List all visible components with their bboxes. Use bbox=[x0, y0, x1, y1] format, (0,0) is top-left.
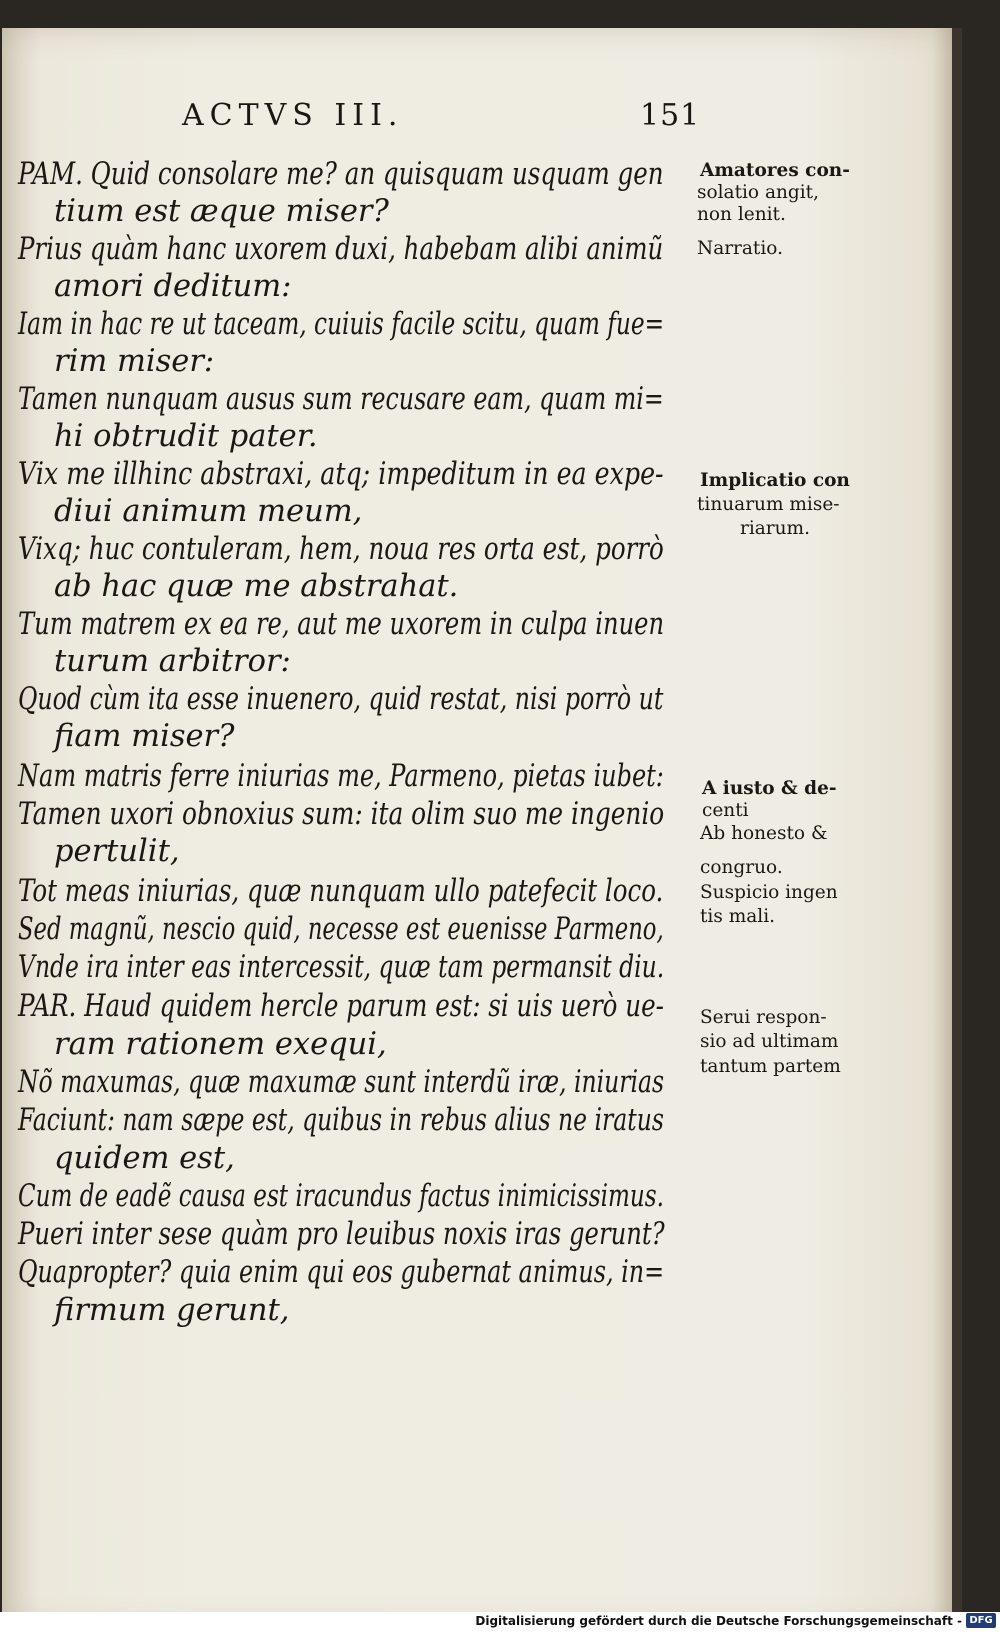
page-edge bbox=[952, 28, 962, 1628]
text-line: hi obtrudit pater. bbox=[54, 419, 318, 454]
text-line: Faciunt: nam sæpe est, quibus in rebus alius ne iratus bbox=[18, 1103, 664, 1138]
margin-note: non lenit. bbox=[697, 204, 786, 225]
text-line: Tamen uxori obnoxius sum: ita olim suo me ingenio bbox=[18, 797, 665, 832]
running-head: ACTVS III. bbox=[182, 98, 404, 133]
text-line: Cum de eadẽ causa est iracundus factus inimicissimus. bbox=[18, 1179, 664, 1214]
text-line: Prius quàm hanc uxorem duxi, habebam alibi animũ bbox=[18, 232, 664, 267]
text-line: Tot meas iniurias, quæ nunquam ullo patefecit loco. bbox=[18, 874, 664, 909]
margin-note: riarum. bbox=[740, 518, 810, 539]
margin-note: tis mali. bbox=[700, 906, 776, 927]
text-line: Quod cùm ita esse inuenero, quid restat, nisi porrò ut bbox=[18, 682, 664, 717]
text-line: tium est æque miser? bbox=[54, 194, 389, 229]
text-line: ram rationem exequi, bbox=[54, 1027, 387, 1062]
margin-note: Serui respon- bbox=[700, 1007, 827, 1028]
text-line: quidem est, bbox=[54, 1141, 235, 1176]
margin-note: tantum partem bbox=[700, 1056, 841, 1077]
text-line: PAM. Quid consolare me? an quisquam usquam gen bbox=[18, 157, 664, 192]
margin-note: Narratio. bbox=[697, 238, 783, 259]
text-line: ab hac quæ me abstrahat. bbox=[54, 569, 459, 604]
margin-note: Implicatio con bbox=[700, 470, 850, 491]
folio-number: 151 bbox=[640, 98, 701, 133]
text-line: fiam miser? bbox=[54, 719, 235, 754]
footer-credit: Digitalisierung gefördert durch die Deutsche Forschungsgemeinschaft - bbox=[475, 1614, 962, 1628]
text-line: Nõ maxumas, quæ maxumæ sunt interdũ iræ, iniurias bbox=[18, 1065, 665, 1100]
margin-note: A iusto & de- bbox=[702, 778, 837, 799]
text-line: diui animum meum, bbox=[54, 494, 363, 529]
text-line: Tamen nunquam ausus sum recusare eam, quam mi= bbox=[18, 382, 664, 417]
text-line: PAR. Haud quidem hercle parum est: si uis uerò ue- bbox=[18, 989, 664, 1024]
margin-note: Amatores con- bbox=[700, 160, 850, 181]
text-line: Pueri inter sese quàm pro leuibus noxis iras gerunt? bbox=[18, 1217, 665, 1252]
text-line: Vixq; huc contuleram, hem, noua res orta est, porrò bbox=[18, 532, 664, 567]
margin-note: Suspicio ingen bbox=[700, 882, 838, 903]
margin-note: tinuarum mise- bbox=[697, 494, 840, 515]
text-line: Sed magnũ, nescio quid, necesse est euenisse Parmeno, bbox=[18, 912, 664, 947]
text-line: Iam in hac re ut taceam, cuiuis facile scitu, quam fue= bbox=[18, 307, 665, 342]
text-line: Tum matrem ex ea re, aut me uxorem in culpa inuen bbox=[18, 607, 665, 642]
margin-note: sio ad ultimam bbox=[700, 1031, 839, 1052]
text-line: turum arbitror: bbox=[54, 644, 291, 679]
text-line: firmum gerunt, bbox=[54, 1293, 290, 1328]
text-line: Vnde ira inter eas intercessit, quæ tam permansit diu. bbox=[18, 950, 665, 985]
text-line: pertulit, bbox=[54, 834, 180, 869]
text-line: Vix me illhinc abstraxi, atq; impeditum in ea expe- bbox=[18, 457, 664, 492]
dfg-logo: DFG bbox=[966, 1613, 996, 1628]
text-line: amori deditum: bbox=[54, 269, 292, 304]
text-line: Nam matris ferre iniurias me, Parmeno, pietas iubet: bbox=[18, 759, 664, 794]
margin-note: centi bbox=[702, 800, 749, 821]
text-line: rim miser: bbox=[54, 344, 215, 379]
margin-note: solatio angit, bbox=[697, 182, 819, 203]
margin-note: congruo. bbox=[700, 857, 783, 878]
text-line: Quapropter? quia enim qui eos gubernat animus, in= bbox=[18, 1255, 665, 1290]
margin-note: Ab honesto & bbox=[700, 823, 828, 844]
